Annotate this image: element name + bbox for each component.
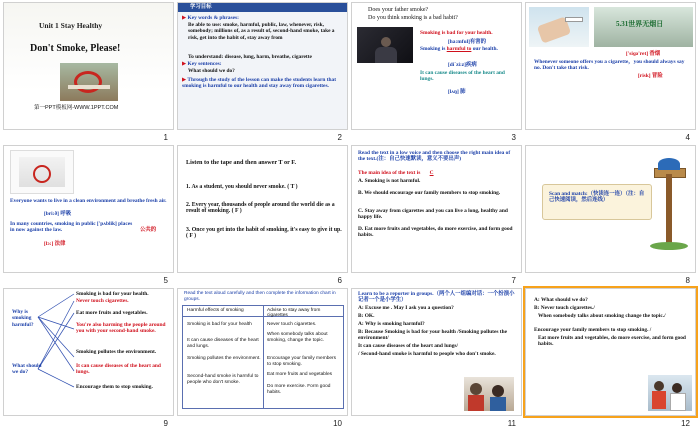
footer-text: 第一PPT模板网-WWW.1PPT.COM (34, 105, 119, 111)
slide-5 (3, 145, 174, 273)
slide-number: 3 (511, 133, 516, 142)
dialog-a1: A: Excuse me . May I ask you a question? (358, 305, 454, 311)
match-r5: Smoking pollutes the environment. (76, 349, 157, 355)
slide-number: 10 (333, 419, 342, 428)
question-2: Do you think smoking is a bad habit? (368, 15, 458, 21)
harmful-sentence: Smoking is harmful to our health. (420, 46, 498, 52)
slide-10 (177, 288, 348, 416)
slide-thumbnail-1[interactable] (3, 2, 174, 142)
slide-thumbnail-2[interactable] (177, 2, 348, 142)
listen-title: Listen to the tape and then answer T or F. (186, 159, 297, 166)
clean-environment-photo (10, 150, 74, 194)
dialog-b1: B: OK. (358, 313, 375, 319)
chart-l1: Smoking is bad for your health (187, 322, 252, 327)
chart-r4: Eat more fruits and vegetables (267, 372, 333, 377)
match-r3: Eat more fruits and vegetables. (76, 310, 148, 316)
chart-l3: Smoking pollutes the environment. (187, 356, 261, 361)
match-r1: Smoking is bad for your health. (76, 291, 149, 297)
answer-b1: B: Never touch cigarettes./ (534, 305, 595, 311)
match-r4: You're also harming the people around you with your second-hand smoke. (76, 322, 166, 335)
scroll-banner (542, 184, 652, 220)
phonetic-law: [lɔ:] 法律 (44, 241, 66, 247)
slide-6 (177, 145, 348, 273)
dialog-l3: It can cause diseases of the heart and lungs/ (358, 343, 459, 349)
slide-title: Don't Smoke, Please! (30, 43, 121, 54)
kids-photo (648, 375, 692, 411)
slide-12 (525, 288, 696, 416)
slide-9 (3, 288, 174, 416)
slide-3 (351, 2, 522, 130)
slide-thumbnail-10[interactable] (177, 288, 348, 428)
scan-match-text: Scan and match:（快读连一连）（注：自己快速阅读，然后连线） (549, 191, 645, 204)
reading-instruction: Read the text in a low voice and then choose the right main idea of the text.(注：自己快速默读，意义不要出声) (358, 150, 511, 163)
disease-sentence: It can cause diseases of the heart and lungs. (420, 70, 505, 83)
chart-l4: Second-hand smoke is harmful to people who don't smoke. (187, 374, 259, 386)
clean-sentence: Everyone wants to live in a clean environment and breathe fresh air. (10, 198, 167, 204)
sentences-body: What should we do? (188, 68, 235, 74)
chart-r2: When somebody talks about smoking, change the topic. (267, 332, 328, 344)
sign-text: 5.31世界无烟日 (616, 20, 664, 28)
statement-3: 3. Once you get into the habit of smoking, it's easy to give it up. ( F ) (186, 227, 342, 240)
slide-number: 5 (163, 276, 168, 285)
phonetic-breathe: [bri:ð] 呼吸 (44, 211, 72, 217)
slide-8 (525, 145, 696, 273)
chart-r1: Never touch cigarettes. (267, 322, 317, 327)
chart-instruction: Read the text aloud carefully and then complete the information chart in groups. (184, 291, 336, 302)
slide-thumbnail-6[interactable] (177, 145, 348, 285)
question-1: Does your father smoke? (368, 7, 429, 13)
slide-thumbnail-9[interactable] (3, 288, 174, 428)
sentences-heading: ▶ Key sentences: (182, 61, 222, 67)
phonetic-lung: [lʌŋ] 肺 (448, 89, 466, 95)
keywords-heading: ▶ Key words & phrases: (182, 15, 239, 21)
match-r7: Encourage them to stop smoking. (76, 384, 153, 390)
option-c: C. Stay away from cigarettes and you can live a long, healthy and happy life. (358, 208, 508, 221)
slide-number: 6 (337, 276, 342, 285)
dialog-b2: B: Because Smoking is bad for your health /Smoking pollutes the environment/ (358, 329, 507, 342)
reporter-instruction: Learn to be a reporter in groups.（两个人一组编对话：一个扮演小记者一个是小学生） (358, 291, 515, 304)
health-statement: Smoking is bad for your health. (420, 30, 493, 36)
answer-a1: A: What should we do? (534, 297, 588, 303)
slide-4 (525, 2, 696, 130)
reporter-photo (464, 377, 514, 411)
why-label: Why is smoking harmful? (12, 309, 34, 328)
slide-number: 2 (337, 133, 342, 142)
slide-thumbnail-5[interactable] (3, 145, 174, 285)
slide-number: 8 (685, 276, 690, 285)
option-a: A. Smoking is not harmful. (358, 178, 421, 184)
goal-text: ▶ Through the study of the lesson can make the students learn that smoking is harmful to our health and stay away from cigarettes. (182, 77, 337, 90)
answer-b4: Eat more fruits and vegetables, do more exercise, and form good habits. (538, 335, 686, 348)
slide-1 (3, 2, 174, 130)
smoker-photo (357, 27, 413, 63)
slide-sorter-grid (3, 2, 697, 429)
chart-r5: Do more exercise. Form good habits. (267, 384, 331, 396)
phonetic-cigarette: ['siɡə'ret] 香烟 (626, 51, 661, 57)
option-d: D. Eat more fruits and vegetables, do more exercise, and form good habits. (358, 226, 513, 239)
section-tag: 学习目标 (190, 4, 212, 10)
dialog-a2: A: Why is smoking harmful? (358, 321, 425, 327)
match-r2: Never touch cigarettes. (76, 298, 129, 304)
option-b: B. We should encourage our family members to stop smoking. (358, 190, 501, 196)
statement-2: 2. Every year, thousands of people around the world die as a result of smoking. ( F ) (186, 202, 335, 215)
slide-number: 11 (507, 419, 516, 428)
slide-number: 9 (163, 419, 168, 428)
whenever-sentence: Whenever someone offers you a cigarette，you should always say no. Don't take that risk. (534, 59, 685, 72)
slide-number: 1 (163, 133, 168, 142)
dialog-l4: / Second-hand smoke is harmful to people who don't smoke. (358, 351, 496, 357)
slide-11 (351, 288, 522, 416)
chart-r3: Encourage your family members to stop smoking. (267, 356, 337, 368)
answer-b3: Encourage your family members to stop smoking. / (534, 327, 652, 333)
slide-thumbnail-11[interactable] (351, 288, 522, 428)
slide-thumbnail-3[interactable] (351, 2, 522, 142)
answer-b2: When somebody talks about smoking change the topic./ (538, 313, 666, 319)
match-r6: It can cause diseases of the heart and lungs. (76, 363, 161, 376)
keywords-understand: To understand: disease, lung, harm, breathe, cigarette (188, 54, 312, 60)
slide-thumbnail-8[interactable] (525, 145, 696, 285)
chart-l2: It can cause diseases of the heart and lungs. (187, 338, 259, 350)
slide-thumbnail-12[interactable] (525, 288, 696, 428)
phonetic-harmful: [ha:mful]有害的 (448, 39, 487, 45)
slide-2 (177, 2, 348, 130)
col-header-advise: Advise to stay away from cigarettes (267, 308, 321, 319)
slide-7 (351, 145, 522, 273)
slide-thumbnail-7[interactable] (351, 145, 522, 285)
unit-label: Unit 1 Stay Healthy (39, 21, 103, 30)
phonetic-disease: [di`zi:z]疾病 (448, 62, 477, 68)
slide-number: 4 (685, 133, 690, 142)
refuse-hand-photo (529, 7, 589, 47)
statement-1: 1. As a student, you should never smoke. ( T ) (186, 184, 298, 190)
signpost-graphic (646, 154, 691, 264)
no-smoking-photo (60, 63, 118, 101)
keywords-body: Be able to use: smoke, harmful, public, law, whenever, risk, somebody; millions of, as a result of, second-hand smoke, take a risk, get into the habit of, stay away from (188, 22, 335, 41)
slide-number: 12 (681, 419, 690, 428)
info-chart (182, 305, 344, 409)
main-idea-prompt: The main idea of the text is C (358, 170, 434, 176)
col-header-harmful: Harmful effects of smoking (187, 308, 244, 313)
phonetic-risk: [risk] 冒险 (638, 73, 663, 79)
public-sentence: In many countries, smoking in public ['pʌblik] places in now against the law. (10, 221, 133, 234)
what-label: What should we do? (12, 363, 42, 376)
slide-number: 7 (511, 276, 516, 285)
slide-thumbnail-4[interactable] (525, 2, 696, 142)
gloss-public: 公共的 (140, 227, 157, 233)
no-tobacco-day-photo (594, 7, 693, 47)
